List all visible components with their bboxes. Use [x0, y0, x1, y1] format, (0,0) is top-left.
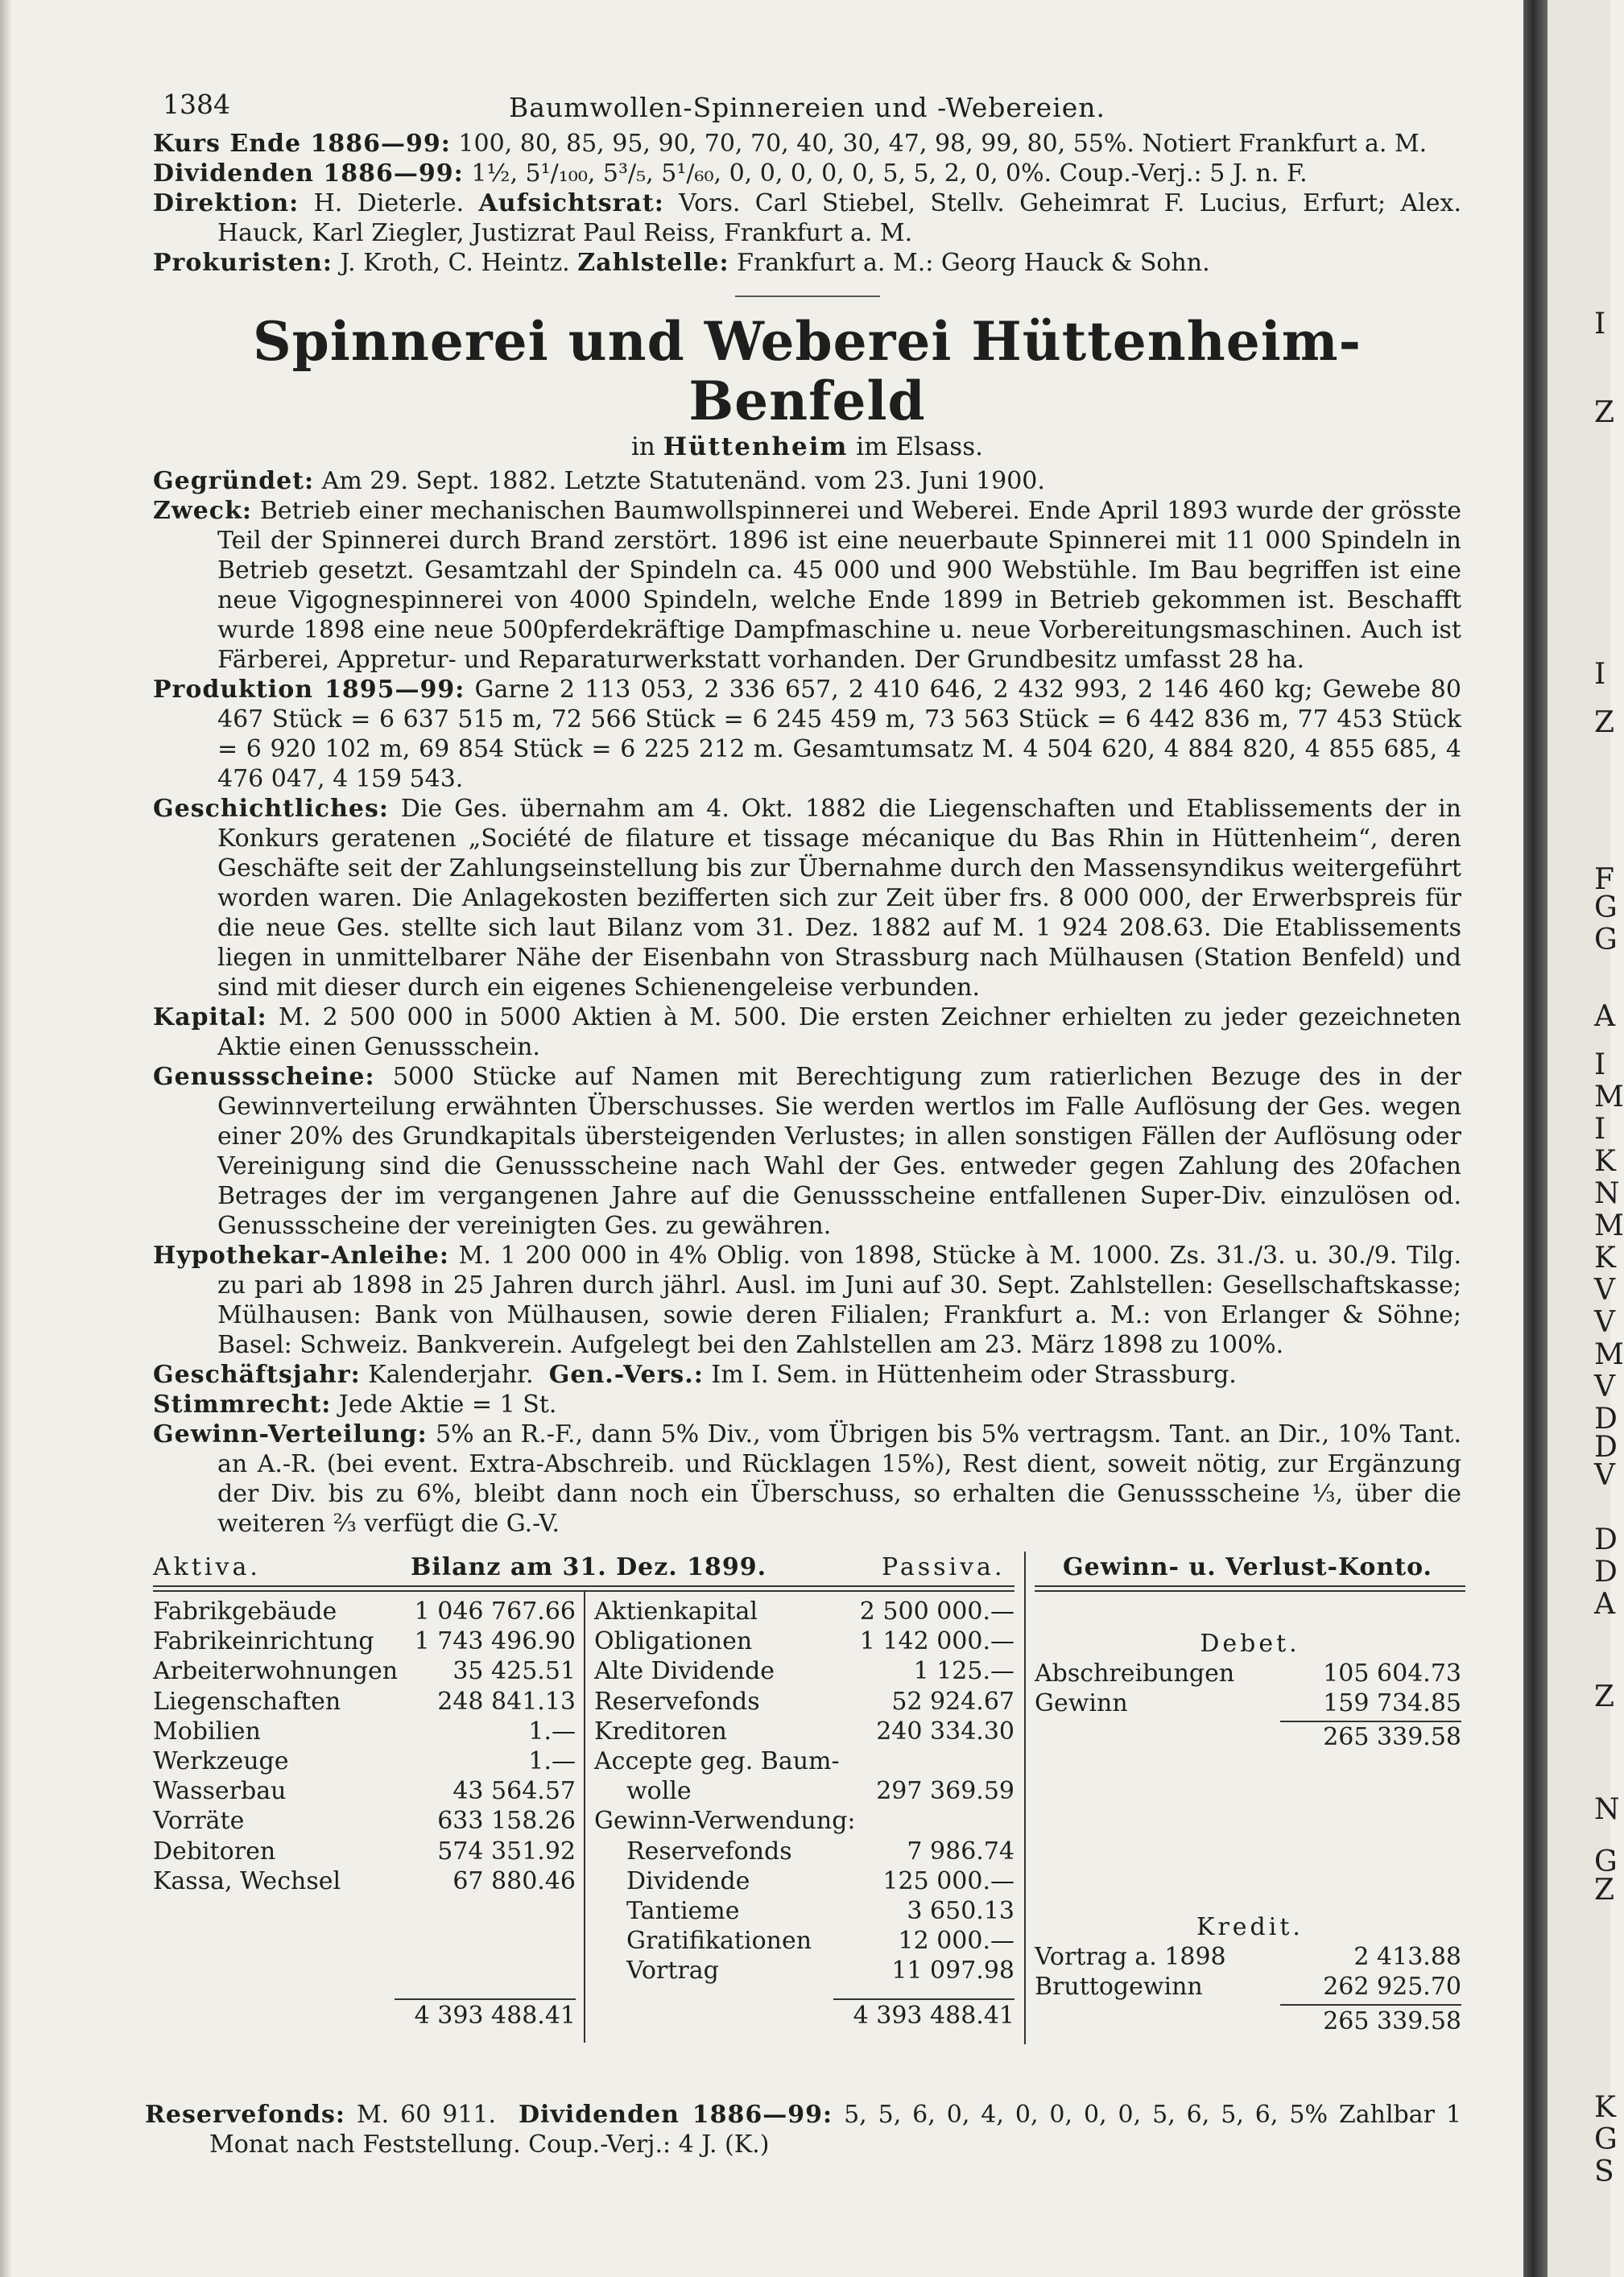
prokuristen-text: J. Kroth, C. Heintz. — [340, 249, 570, 277]
kurs-text: 100, 80, 85, 95, 90, 70, 70, 40, 30, 47, 98, 99, 80, 55%. Notiert Frankfurt a. M. — [458, 130, 1428, 158]
row-label: Aktienkapital — [594, 1597, 758, 1626]
table-row — [594, 1597, 1014, 1626]
margin-letter: D — [1594, 1556, 1618, 1589]
row-label: Gewinn — [1035, 1689, 1128, 1718]
debet-total-value: 265 339.58 — [1323, 1723, 1461, 1751]
footer-dividenden-label: Dividenden 1886—99: — [518, 2101, 833, 2129]
margin-letter: G — [1594, 891, 1618, 924]
section-label: Hypothekar-Anleihe: — [153, 1242, 449, 1270]
table-row — [594, 1956, 1014, 1986]
row-value: 125 000.— — [882, 1866, 1014, 1895]
bilanz-title: Bilanz am 31. Dez. 1899. — [411, 1553, 767, 1581]
row-label: wolle — [626, 1777, 692, 1806]
row-label: Gratifikationen — [626, 1927, 812, 1956]
row-value: 43 564.57 — [452, 1777, 576, 1806]
table-row — [153, 1717, 576, 1746]
table-row — [594, 1776, 1014, 1806]
margin-letter: A — [1594, 1000, 1615, 1033]
location-post: im Elsass. — [856, 432, 983, 461]
section-text: M. 2 500 000 in 5000 Aktien à M. 500. Die ersten Zeichner erhielten zu jeder gezeichneten Aktie einen Genussschein. — [217, 1003, 1461, 1061]
section-text: Garne 2 113 053, 2 336 657, 2 410 646, 2 432 993, 2 146 460 kg; Gewebe 80 467 Stück = 6 637 515 m, 72 566 Stück = 6 245 459 m, 73 563 Stück = 6 442 836 m, 77 453 Stück = 6 920 102 m, 69 854 Stück = 6 225 212 m. Gesamtumsatz M. 4 504 620, 4 884 820, 4 855 685, 4 476 047, 4 159 543. — [217, 676, 1461, 793]
margin-letter: N — [1594, 1793, 1620, 1826]
kredit-total — [1280, 2006, 1461, 2036]
row-value: 52 924.67 — [891, 1687, 1014, 1716]
row-label: Dividende — [626, 1866, 750, 1895]
stimmrecht-label: Stimmrecht: — [153, 1391, 332, 1419]
passiva-sum-rule — [833, 1998, 1014, 2000]
margin-letter: D — [1594, 1523, 1618, 1556]
margin-letter: F — [1594, 863, 1614, 896]
margin-letter: I — [1594, 658, 1606, 691]
section-paragraph — [153, 466, 1461, 496]
table-row — [153, 1656, 576, 1686]
footer-line — [145, 2100, 1461, 2159]
margin-letter: I — [1594, 1113, 1606, 1146]
row-label: Reservefonds — [594, 1687, 760, 1716]
margin-letter: V — [1594, 1274, 1615, 1307]
adjacent-page-fragments — [1594, 0, 1624, 2277]
margin-letter: K — [1594, 1242, 1616, 1275]
section-text: 5000 Stücke auf Namen mit Berechtigung zum ratierlichen Bezuge des in der Gewinnverteilung erwähnten Überschusses. Sie werden wertlos im Falle Auflösung der Ges. wegen einer 20% des Grundkapitals übersteigenden Verlustes; in allen sonstigen Fällen der Auflösung oder Vereinigung sind die Genussscheine nach Wahl der Ges. entweder gegen Zahlung des 20fachen Betrages der im vergangenen Jahre auf die Genussscheine entfallenen Super-Div. einzulösen od. Genussscheine der vereinigten Ges. zu gewähren. — [217, 1063, 1461, 1240]
row-label: Kassa, Wechsel — [153, 1866, 341, 1895]
table-row — [153, 1776, 576, 1806]
running-title: Baumwollen-Spinnereien und -Webereien. — [508, 92, 1106, 123]
document-page — [153, 81, 1461, 2067]
row-label: Debitoren — [153, 1837, 276, 1866]
footer-dividenden-text: 5, 5, 6, 0, 4, 0, 0, 0, 0, 5, 6, 5, 6, 5% Zahlbar 1 Monat nach Feststellung. Coup.-Verj.: 4 J. (K.) — [209, 2101, 1462, 2159]
geschaeftsjahr-line — [153, 1360, 1461, 1390]
table-row — [153, 1806, 576, 1836]
table-row — [1035, 1659, 1461, 1688]
section-label: Produktion 1895—99: — [153, 676, 465, 704]
section-text: Die Ges. übernahm am 4. Okt. 1882 die Liegenschaften und Etablissements der in Konkurs geratenen „Société de filature et tissage mécanique du Bas Rhin in Hüttenheim“, deren Geschäfte seit der Zahlungseinstellung bis zur Übernahme durch den Massensyndikus weitergeführt worden waren. Die Anlagekosten bezifferten sich zur Zeit über frs. 8 000 000, der Erwerbspreis für die neue Ges. stellte sich laut Bilanz vom 31. Dez. 1882 auf M. 1 924 208.63. Die Etablissements liegen in unmittelbarer Nähe der Eisenbahn von Strassburg nach Mülhausen (Station Benfeld) und sind mit dieser durch ein eigenes Schienengeleise verbunden. — [217, 795, 1461, 1002]
aktiva-header: Aktiva. — [153, 1553, 261, 1581]
table-row — [594, 1806, 1014, 1836]
dividenden-line — [153, 159, 1461, 188]
zahlstelle-text: Frankfurt a. M.: Georg Hauck & Sohn. — [737, 249, 1210, 277]
table-row — [594, 1926, 1014, 1956]
row-label: Wasserbau — [153, 1777, 287, 1806]
row-label: Bruttogewinn — [1035, 1973, 1203, 2002]
section-text: Betrieb einer mechanischen Baumwollspinnerei und Weberei. Ende April 1893 wurde der grösste Teil der Spinnerei durch Brand zerstört. 1896 ist eine neuerbaute Spinnerei mit 11 000 Spindeln in Betrieb gesetzt. Gesamtzahl der Spindeln ca. 45 000 und 900 Webstühle. Im Bau begriffen ist eine neue Vigognespinnerei von 4000 Spindeln, welche Ende 1899 in Betrieb gekommen ist. Beschafft wurde 1898 eine neue 500pferdekräftige Dampfmaschine u. neue Vorbereitungsmaschinen. Auch ist Färberei, Appretur- und Reparaturwerkstatt vorhanden. Der Grundbesitz umfasst 28 ha. — [217, 497, 1461, 674]
row-value: 1 046 767.66 — [414, 1597, 576, 1626]
geschaeftsjahr-label: Geschäftsjahr: — [153, 1361, 361, 1389]
guv-rule-top — [1035, 1585, 1465, 1587]
kredit-total-value: 265 339.58 — [1323, 2007, 1461, 2035]
row-value: 240 334.30 — [876, 1717, 1014, 1746]
row-value: 105 604.73 — [1323, 1659, 1461, 1688]
section-label: Geschichtliches: — [153, 795, 389, 823]
margin-letter: A — [1594, 1588, 1615, 1621]
table-row — [594, 1896, 1014, 1926]
row-label: Tantieme — [626, 1897, 740, 1925]
margin-letter: V — [1594, 1459, 1615, 1492]
table-row — [594, 1626, 1014, 1656]
section-label: Zweck: — [153, 497, 252, 525]
row-value: 159 734.85 — [1323, 1689, 1461, 1718]
scan-left-edge — [0, 0, 11, 2277]
margin-letter: K — [1594, 1145, 1616, 1178]
row-label: Fabrikeinrichtung — [153, 1627, 374, 1656]
bilanz-guv-divider — [1024, 1552, 1026, 2044]
gewinn-verteilung-line — [153, 1420, 1461, 1539]
row-label: Abschreibungen — [1035, 1659, 1235, 1688]
row-value: 633 158.26 — [437, 1807, 576, 1836]
section-paragraph — [153, 675, 1461, 794]
section-text: M. 1 200 000 in 4% Oblig. von 1898, Stücke à M. 1000. Zs. 31./3. u. 30./9. Tilg. zu pari ab 1898 in 25 Jahren durch jährl. Ausl. im Juni auf 30. Sept. Zahlstellen: Gesellschaftskasse; Mülhausen: Bank von Mülhausen, sowie deren Filialen; Frankfurt a. M.: von Erlanger & Söhne; Basel: Schweiz. Bankverein. Aufgelegt bei den Zahlstellen am 23. März 1898 zu 100%. — [217, 1242, 1461, 1359]
footer-reserve-label: Reservefonds: — [145, 2101, 345, 2129]
section-paragraph — [153, 1002, 1461, 1062]
margin-letter: Z — [1594, 1874, 1615, 1907]
stimmrecht-line — [153, 1390, 1461, 1420]
row-label: Liegenschaften — [153, 1687, 341, 1716]
margin-letter: Z — [1594, 1680, 1615, 1713]
aktiva-sum-rule — [395, 1998, 576, 2000]
row-value: 1.— — [528, 1717, 576, 1746]
table-row — [1035, 1942, 1461, 1972]
bilanz-rule-top — [153, 1585, 1014, 1587]
gewinn-verteilung-label: Gewinn-Verteilung: — [153, 1420, 428, 1448]
dividenden-label: Dividenden 1886—99: — [153, 159, 464, 188]
margin-letter: K — [1594, 2091, 1616, 2124]
table-row — [153, 1746, 576, 1776]
passiva-header: Passiva. — [882, 1553, 1006, 1581]
kurs-line — [153, 129, 1461, 159]
book-gutter-shadow — [1523, 0, 1548, 2277]
row-label: Werkzeuge — [153, 1747, 289, 1775]
row-value: 248 841.13 — [437, 1687, 576, 1716]
company-sections — [153, 466, 1461, 1360]
table-row — [1035, 1972, 1461, 2002]
table-row — [153, 1866, 576, 1896]
margin-letter: D — [1594, 1403, 1618, 1436]
location-pre: in — [631, 432, 655, 461]
margin-letter: Z — [1594, 396, 1615, 429]
row-label: Mobilien — [153, 1717, 261, 1746]
guv-rule-double — [1035, 1590, 1465, 1592]
page-number: 1384 — [163, 89, 230, 120]
aktiva-passiva-divider — [584, 1592, 585, 2043]
row-label: Alte Dividende — [594, 1657, 775, 1686]
kredit-sum-rule — [1280, 2004, 1461, 2006]
section-divider — [735, 295, 880, 297]
section-label: Genussscheine: — [153, 1063, 375, 1091]
gewinn-verteilung-text: 5% an R.-F., dann 5% Div., vom Übrigen bis 5% vertragsm. Tant. an Dir., 10% Tant. an A.-R. (bei event. Extra-Abschreib. und Rücklagen 15%), Rest dient, soweit nötig, zur Ergänzung der Div. bis zu 6%, bleibt dann noch ein Überschuss, so erhalten die Genussscheine ⅓, über die weiteren ⅔ verfügt die G.-V. — [217, 1420, 1461, 1538]
row-value: 2 413.88 — [1353, 1943, 1461, 1971]
row-value: 11 097.98 — [891, 1957, 1014, 1986]
margin-letter: N — [1594, 1177, 1620, 1210]
genvers-text: Im I. Sem. in Hüttenheim oder Strassburg. — [711, 1361, 1237, 1389]
margin-letter: D — [1594, 1431, 1618, 1464]
table-row — [153, 1687, 576, 1717]
row-label: Vortrag a. 1898 — [1035, 1943, 1226, 1971]
row-label: Arbeiterwohnungen — [153, 1657, 399, 1686]
margin-letter: G — [1594, 2123, 1618, 2156]
row-label: Vortrag — [626, 1957, 719, 1986]
margin-letter: I — [1594, 308, 1606, 341]
row-value: 1 743 496.90 — [414, 1627, 576, 1656]
row-label: Reservefonds — [626, 1837, 792, 1866]
location-name: Hüttenheim — [663, 432, 849, 461]
section-paragraph — [153, 496, 1461, 675]
section-label: Gegründet: — [153, 467, 315, 495]
footer-reserve-text: M. 60 911. — [356, 2101, 497, 2129]
margin-letter: M — [1594, 1338, 1624, 1371]
geschaeftsjahr-text: Kalenderjahr. — [368, 1361, 534, 1389]
row-value: 1 142 000.— — [859, 1627, 1014, 1656]
table-row — [1035, 1688, 1461, 1718]
direktion-line — [153, 188, 1461, 248]
margin-letter: V — [1594, 1306, 1615, 1339]
genvers-label: Gen.-Vers.: — [548, 1361, 704, 1389]
table-row — [594, 1866, 1014, 1896]
row-label: Vorräte — [153, 1807, 245, 1836]
row-value: 7 986.74 — [907, 1837, 1014, 1866]
prokuristen-label: Prokuristen: — [153, 249, 333, 277]
direktion-label: Direktion: — [153, 189, 300, 217]
direktion-text: H. Dieterle. — [313, 189, 465, 217]
prokuristen-line — [153, 248, 1461, 278]
row-value: 35 425.51 — [452, 1657, 576, 1686]
margin-letter: G — [1594, 1845, 1618, 1878]
company-location — [153, 431, 1461, 463]
row-label: Obligationen — [594, 1627, 753, 1656]
section-paragraph — [153, 1241, 1461, 1360]
zahlstelle-label: Zahlstelle: — [577, 249, 729, 277]
section-text: Am 29. Sept. 1882. Letzte Statutenänd. vom 23. Juni 1900. — [321, 467, 1045, 495]
section-label: Kapital: — [153, 1003, 267, 1031]
row-label: Accepte geg. Baum- — [594, 1747, 840, 1775]
row-value: 1.— — [528, 1747, 576, 1775]
row-value: 12 000.— — [898, 1927, 1014, 1956]
kredit-header: Kredit. — [1196, 1913, 1304, 1941]
row-label: Kreditoren — [594, 1717, 727, 1746]
kurs-label: Kurs Ende 1886—99: — [153, 130, 451, 158]
table-row — [594, 1837, 1014, 1866]
margin-letter: M — [1594, 1081, 1624, 1114]
dividenden-text: 1½, 5¹/₁₀₀, 5³/₅, 5¹/₆₀, 0, 0, 0, 0, 0, 5, 5, 2, 0, 0%. Coup.-Verj.: 5 J. n. F. — [471, 159, 1308, 188]
row-label: Fabrikgebäude — [153, 1597, 337, 1626]
guv-title: Gewinn- u. Verlust-Konto. — [1063, 1553, 1432, 1581]
debet-header: Debet. — [1200, 1630, 1300, 1658]
row-value: 574 351.92 — [437, 1837, 576, 1866]
aufsichtsrat-label: Aufsichtsrat: — [478, 189, 664, 217]
table-row — [594, 1746, 1014, 1776]
passiva-total-value: 4 393 488.41 — [853, 2002, 1014, 2030]
table-row — [594, 1656, 1014, 1686]
debet-total — [1280, 1722, 1461, 1752]
aktiva-total-value: 4 393 488.41 — [414, 2002, 576, 2030]
aufsichtsrat-text: Vors. Carl Stiebel, Stellv. Geheimrat F. Lucius, Erfurt; Alex. Hauck, Karl Ziegler, Justizrat Paul Reiss, Frankfurt a. M. — [217, 189, 1461, 247]
section-paragraph — [153, 1062, 1461, 1241]
page-header — [153, 81, 1461, 129]
margin-letter: V — [1594, 1370, 1615, 1403]
table-row — [153, 1837, 576, 1866]
margin-letter: Z — [1594, 706, 1615, 739]
balance-sheet — [153, 1552, 1461, 2067]
section-paragraph — [153, 794, 1461, 1002]
table-row — [153, 1626, 576, 1656]
row-value: 262 925.70 — [1323, 1973, 1461, 2002]
row-value: 67 880.46 — [452, 1866, 576, 1895]
aktiva-total — [395, 2001, 576, 2031]
table-row — [153, 1597, 576, 1626]
margin-letter: G — [1594, 924, 1618, 957]
margin-letter: S — [1594, 2155, 1614, 2188]
row-value: 1 125.— — [913, 1657, 1014, 1686]
row-value: 3 650.13 — [907, 1897, 1014, 1925]
row-value: 2 500 000.— — [859, 1597, 1014, 1626]
footer-note — [145, 2100, 1461, 2159]
stimmrecht-text: Jede Aktie = 1 St. — [338, 1391, 557, 1419]
passiva-total — [833, 2001, 1014, 2031]
company-title: Spinnerei und Weberei Hüttenheim-Benfeld — [252, 310, 1362, 432]
row-value: 297 369.59 — [876, 1777, 1014, 1806]
row-label: Gewinn-Verwendung: — [594, 1807, 856, 1836]
margin-letter: I — [1594, 1048, 1606, 1081]
margin-letter: M — [1594, 1209, 1624, 1242]
table-row — [594, 1687, 1014, 1717]
table-row — [594, 1717, 1014, 1746]
